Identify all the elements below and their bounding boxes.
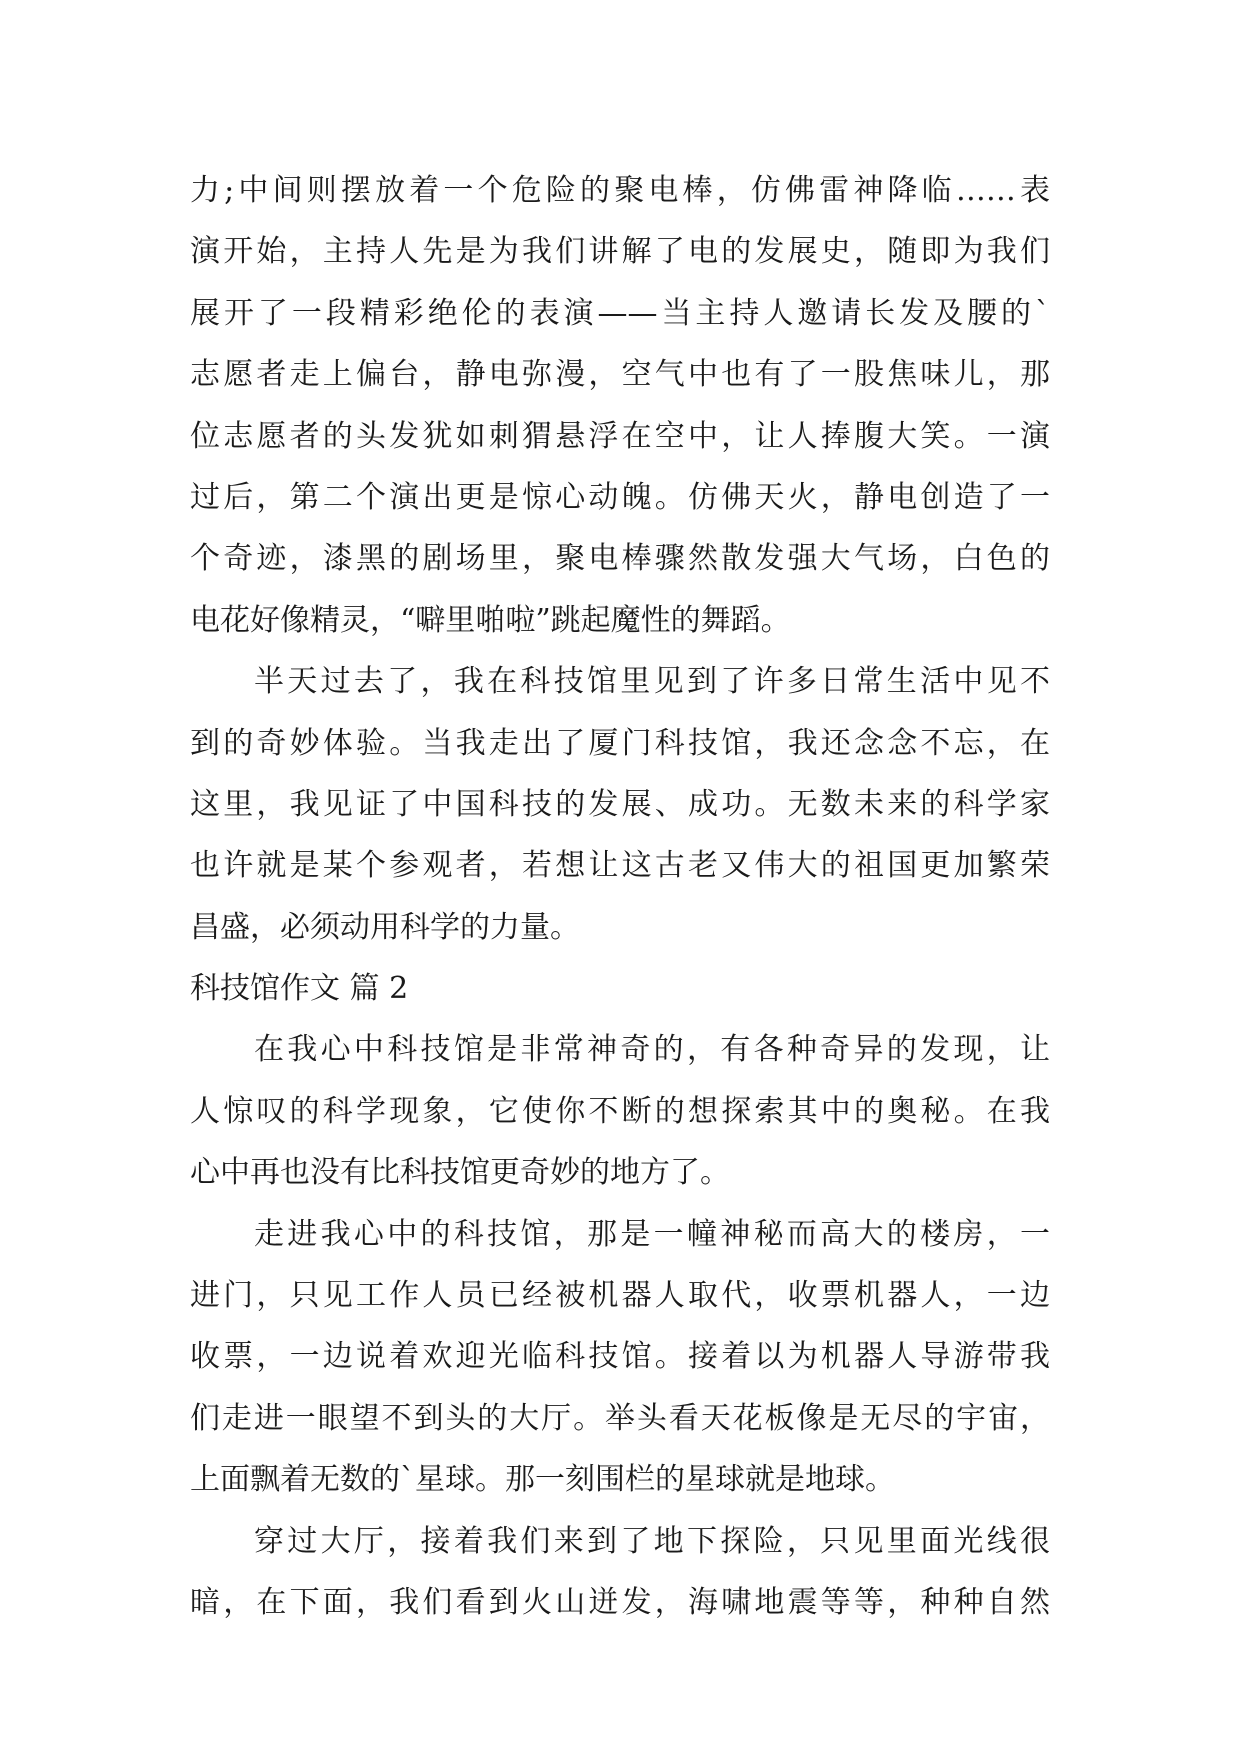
text-line: 收票，一边说着欢迎光临科技馆。接着以为机器人导游带我 [190,1339,1050,1375]
text-line: 心中再也没有比科技馆更奇妙的地方了。 [190,1155,730,1191]
text-line: 演开始，主持人先是为我们讲解了电的发展史，随即为我们 [190,234,1050,270]
text-line: 个奇迹，漆黑的剧场里，聚电棒骤然散发强大气场，白色的 [190,541,1050,577]
essay-part-2 [190,1019,1050,1633]
text-line: 们走进一眼望不到头的大厅。举头看天花板像是无尽的宇宙， [190,1400,1050,1436]
text-line: 在我心中科技馆是非常神奇的，有各种奇异的发现，让 [254,1032,1050,1068]
text-line: 志愿者走上偏台，静电弥漫，空气中也有了一股焦味儿，那 [190,357,1050,393]
text-line: 上面飘着无数的`星球。那一刻围栏的星球就是地球。 [190,1462,895,1498]
text-line: 电花好像精灵，“噼里啪啦”跳起魔性的舞蹈。 [190,602,791,638]
text-line: 进门，只见工作人员已经被机器人取代，收票机器人，一边 [190,1278,1050,1314]
text-line: 穿过大厅，接着我们来到了地下探险，只见里面光线很 [254,1523,1050,1559]
text-line: 人惊叹的科学现象，它使你不断的想探索其中的奥秘。在我 [190,1093,1050,1129]
text-line: 力;中间则摆放着一个危险的聚电棒，仿佛雷神降临……表 [190,173,1050,208]
text-line: 半天过去了，我在科技馆里见到了许多日常生活中见不 [254,664,1050,700]
text-line: 过后，第二个演出更是惊心动魄。仿佛天火，静电创造了一 [190,479,1050,515]
text-line: 昌盛，必须动用科学的力量。 [190,909,580,945]
text-line: 也许就是某个参观者，若想让这古老又伟大的祖国更加繁荣 [190,848,1050,884]
text-line: 走进我心中的科技馆，那是一幢神秘而高大的楼房，一 [254,1216,1050,1252]
text-line: 展开了一段精彩绝伦的表演——当主持人邀请长发及腰的` [190,295,1050,331]
essay-part-1 [190,160,1050,958]
text-line: 暗，在下面，我们看到火山迸发，海啸地震等等，种种自然 [190,1584,1050,1620]
essay-body [190,160,1050,1633]
section-heading: 科技馆作文 篇 2 [190,971,409,1007]
text-line: 位志愿者的头发犹如刺猬悬浮在空中，让人捧腹大笑。一演 [190,418,1050,454]
text-line: 到的奇妙体验。当我走出了厦门科技馆，我还念念不忘，在 [190,725,1050,761]
text-line: 这里，我见证了中国科技的发展、成功。无数未来的科学家 [190,786,1050,822]
